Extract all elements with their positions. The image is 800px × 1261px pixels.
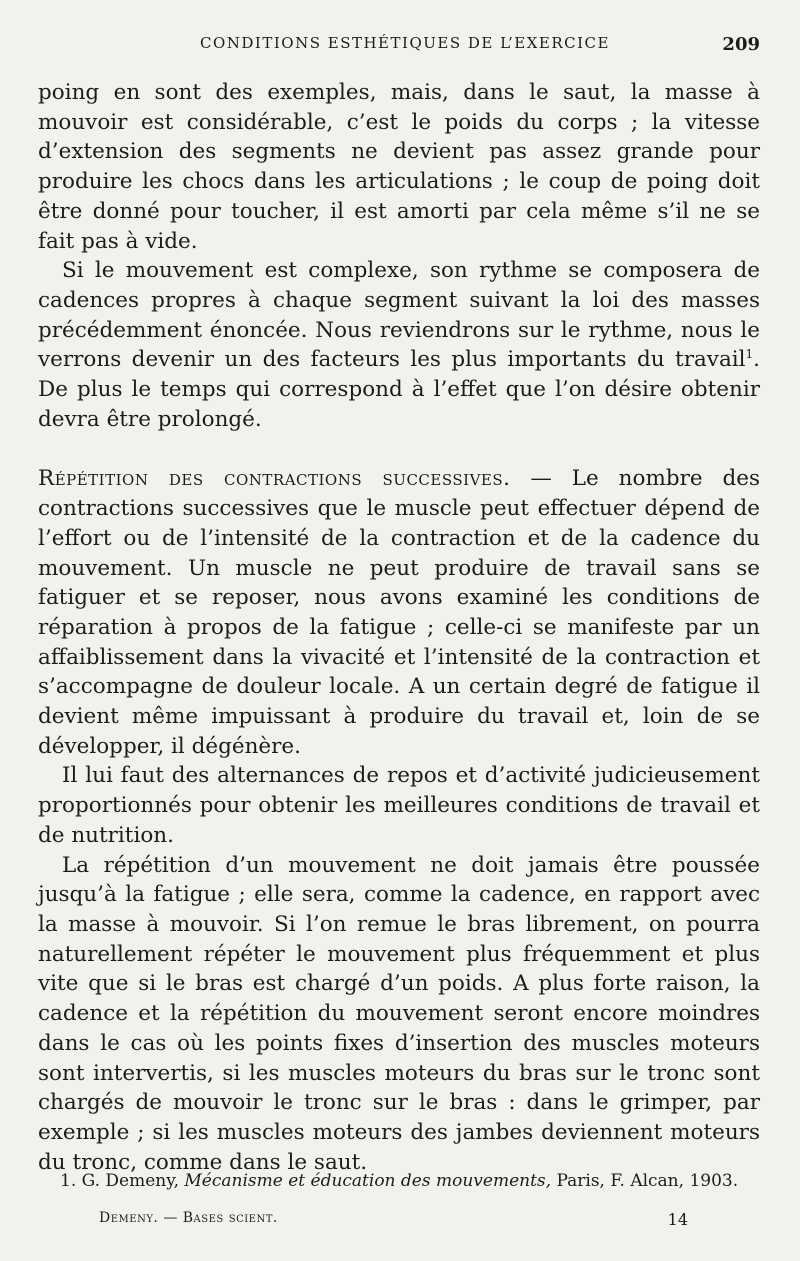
section-spacer xyxy=(38,434,760,464)
page-number: 209 xyxy=(722,34,760,55)
running-title: CONDITIONS ESTHÉTIQUES DE L’EXERCICE xyxy=(200,34,610,52)
signature-mark: Demeny. — Bases scient. xyxy=(99,1210,278,1226)
paragraph-3 xyxy=(38,464,760,761)
paragraph-4: Il lui faut des alternances de repos et d’activité judicieusement proportionnés pour obtenir les meilleures conditions de travail et de nutrition. xyxy=(38,763,760,848)
body-text xyxy=(38,78,760,1177)
paragraph-2 xyxy=(38,256,760,434)
footnote-publisher: Paris, F. Alcan, 1903. xyxy=(556,1171,739,1191)
footnote-title: Mécanisme et éducation des mouvements, xyxy=(184,1171,552,1191)
paragraph-1: poing en sont des exemples, mais, dans le saut, la masse à mouvoir est considérable, c’est le poids du corps ; la vitesse d’extension des segments ne devient pas assez grande pour produire les chocs dans les articulations ; le coup de poing doit être donné pour toucher, il est amorti par cela même s’il ne se fait pas à vide. xyxy=(38,80,760,254)
signature-number: 14 xyxy=(667,1210,688,1229)
paragraph-2-tail: . De plus le temps qui correspond à l’effet que l’on désire obtenir devra être prolongé. xyxy=(38,347,760,432)
running-head xyxy=(200,34,760,58)
footnote xyxy=(60,1170,760,1192)
paragraph-2-text: Si le mouvement est complexe, son rythme se composera de cadences propres à chaque segment suivant la loi des masses précédemment énoncée. Nous reviendrons sur le rythme, nous le verrons devenir un des facteurs les plus importants du travail xyxy=(38,258,760,373)
paragraph-3-text: — Le nombre des contractions successives que le muscle peut effectuer dépend de l’effort ou de l’intensité de la contraction et de la cadence du mouvement. Un muscle ne peut produire de travail sans se fatiguer et se reposer, nous avons examiné les conditions de réparation à propos de la fatigue ; celle-ci se manifeste par un affaiblissement dans la vivacité et l’intensité de la contraction et s’accompagne de douleur locale. A un certain degré de fatigue il devient même impuissant à produire du travail et, loin de se développer, il dégénère. xyxy=(38,466,761,759)
section-heading: Répétition des contractions successives. xyxy=(38,466,511,492)
footnote-author: 1. G. Demeny, xyxy=(60,1171,179,1191)
footnote-reference: 1 xyxy=(745,347,754,362)
paragraph-5: La répétition d’un mouvement ne doit jamais être poussée jusqu’à la fatigue ; elle sera, comme la cadence, en rapport avec la masse à mouvoir. Si l’on remue le bras librement, on pourra naturellement répéter le mouvement plus fréquemment et plus vite que si le bras est chargé d’un poids. A plus forte raison, la cadence et la répétition du mouvement seront encore moindres dans le cas où les points fixes d’insertion des muscles moteurs sont intervertis, si les muscles moteurs du bras sur le tronc sont chargés de mouvoir le tronc sur le bras : dans le grimper, par exemple ; si les muscles moteurs des jambes deviennent moteurs du tronc, comme dans le saut. xyxy=(38,852,760,1175)
